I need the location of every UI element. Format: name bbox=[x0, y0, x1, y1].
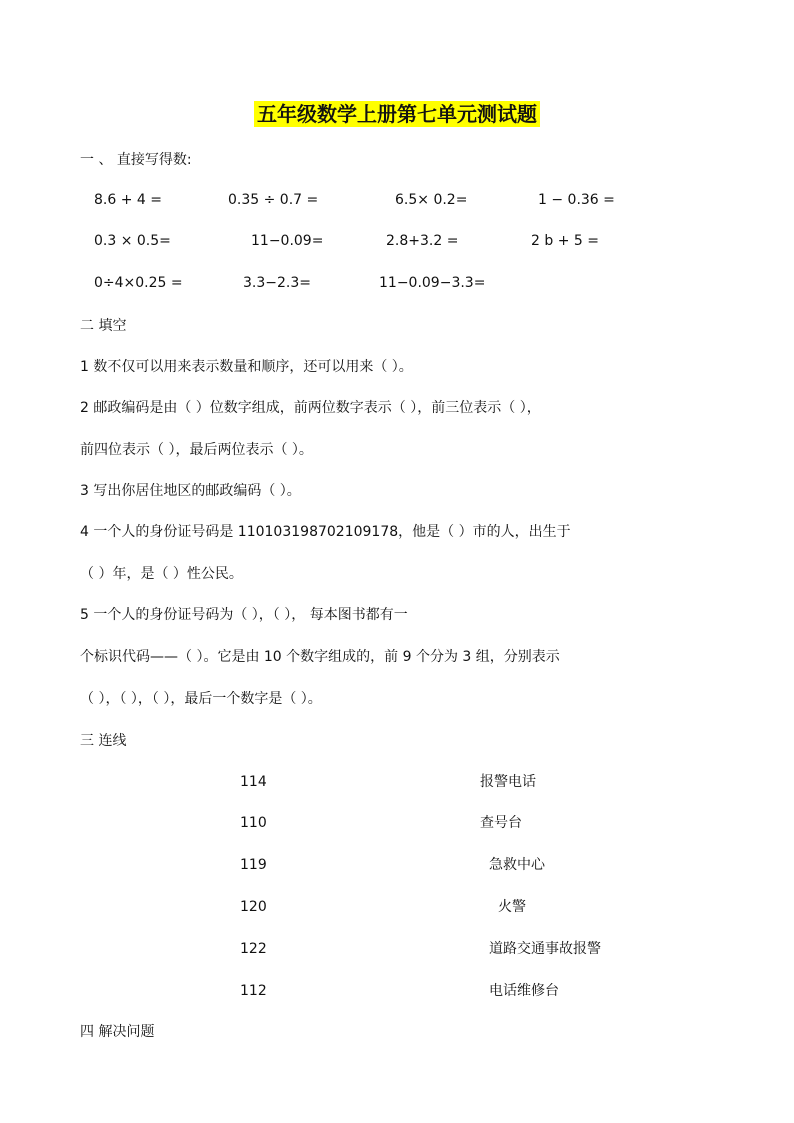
section-2-heading: 二 填空 bbox=[80, 318, 127, 334]
page-title-text: 五年级数学上册第七单元测试题 bbox=[254, 101, 540, 127]
arithmetic-item: 0÷4×0.25 = bbox=[94, 275, 183, 291]
question-2-line-1: 2 邮政编码是由（ ）位数字组成，前两位数字表示（ ），前三位表示（ ）， bbox=[80, 400, 541, 416]
page-title bbox=[0, 100, 794, 128]
arithmetic-item: 6.5× 0.2= bbox=[395, 192, 468, 208]
question-5-line-3: （ ），（ ），（ ），最后一个数字是（ ）。 bbox=[80, 691, 322, 707]
phone-number[interactable]: 114 bbox=[240, 774, 267, 790]
question-1: 1 数不仅可以用来表示数量和顺序，还可以用来（ ）。 bbox=[80, 359, 413, 375]
phone-number[interactable]: 110 bbox=[240, 815, 267, 831]
phone-number[interactable]: 120 bbox=[240, 899, 267, 915]
arithmetic-item: 0.35 ÷ 0.7 = bbox=[228, 192, 319, 208]
section-3-heading: 三 连线 bbox=[80, 733, 127, 749]
question-4-line-1: 4 一个人的身份证号码是 110103198702109178，他是（ ）市的人，出生于 bbox=[80, 524, 571, 540]
arithmetic-item: 11−0.09−3.3= bbox=[379, 275, 486, 291]
arithmetic-item: 0.3 × 0.5= bbox=[94, 233, 171, 249]
phone-number[interactable]: 119 bbox=[240, 857, 267, 873]
question-4-line-2: （ ）年，是（ ）性公民。 bbox=[80, 566, 243, 582]
service-name[interactable]: 查号台 bbox=[480, 815, 522, 831]
section-1-heading: 一 、 直接写得数: bbox=[80, 152, 192, 168]
service-name[interactable]: 火警 bbox=[498, 899, 526, 915]
arithmetic-item: 3.3−2.3= bbox=[243, 275, 311, 291]
service-name[interactable]: 道路交通事故报警 bbox=[489, 941, 601, 957]
arithmetic-item: 1 − 0.36 = bbox=[538, 192, 615, 208]
section-4-heading: 四 解决问题 bbox=[80, 1024, 155, 1040]
service-name[interactable]: 电话维修台 bbox=[489, 983, 559, 999]
service-name[interactable]: 急救中心 bbox=[489, 857, 545, 873]
arithmetic-item: 8.6 + 4 = bbox=[94, 192, 162, 208]
arithmetic-item: 2.8+3.2 = bbox=[386, 233, 459, 249]
question-5-line-1: 5 一个人的身份证号码为（ ），（ ）， 每本图书都有一 bbox=[80, 607, 408, 623]
arithmetic-item: 2 b + 5 = bbox=[531, 233, 599, 249]
service-name[interactable]: 报警电话 bbox=[480, 774, 536, 790]
arithmetic-item: 11−0.09= bbox=[251, 233, 324, 249]
question-5-line-2: 个标识代码——（ ）。它是由 10 个数字组成的，前 9 个分为 3 组，分别表示 bbox=[80, 649, 560, 665]
phone-number[interactable]: 112 bbox=[240, 983, 267, 999]
phone-number[interactable]: 122 bbox=[240, 941, 267, 957]
question-2-line-2: 前四位表示（ ），最后两位表示（ ）。 bbox=[80, 442, 313, 458]
question-3: 3 写出你居住地区的邮政编码（ ）。 bbox=[80, 483, 301, 499]
